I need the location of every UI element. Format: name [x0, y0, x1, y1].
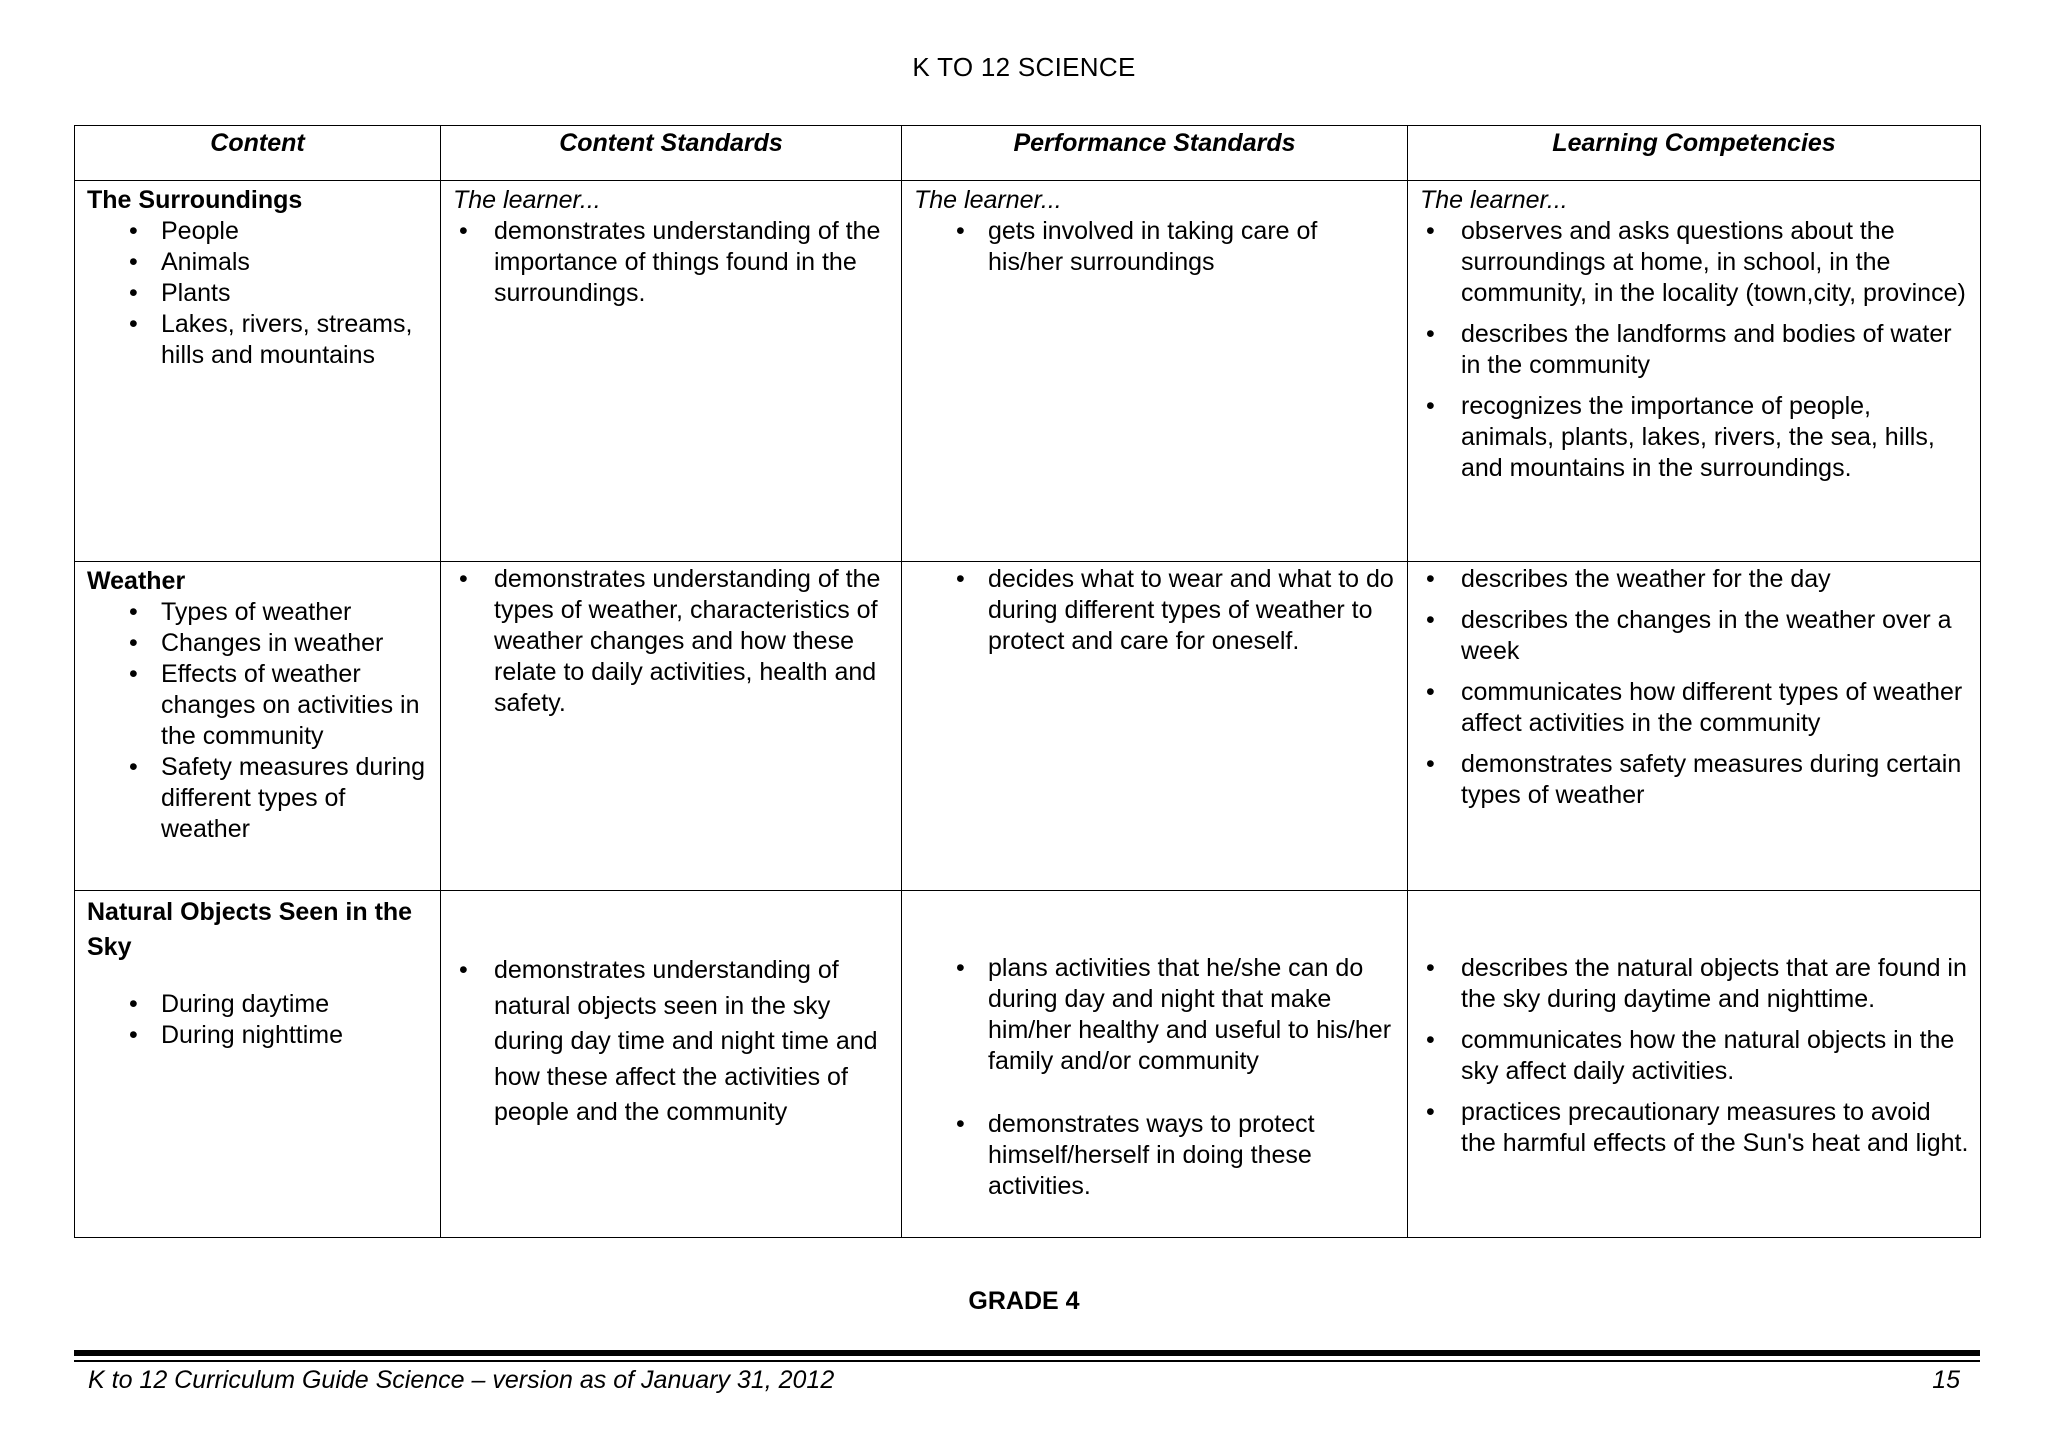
column-header-performance-standards: Performance Standards: [902, 126, 1408, 181]
list-item: • Types of weather: [87, 597, 430, 628]
performance-list: [914, 953, 1397, 1202]
learner-intro: The learner...: [914, 186, 1062, 214]
performance-list: [914, 216, 1397, 278]
content-title: The Surroundings: [87, 186, 303, 214]
content-cell: [75, 181, 441, 562]
list-item: • demonstrates understanding of the types of weather, characteristics of weather changes and how these relate to daily activities, health and safety.: [453, 564, 891, 719]
column-header-content-standards: Content Standards: [441, 126, 902, 181]
footer-version-text: K to 12 Curriculum Guide Science – version as of January 31, 2012: [88, 1366, 835, 1394]
list-item: • describes the natural objects that are found in the sky during daytime and nighttime.: [1420, 953, 1970, 1015]
table-row-natural-objects: [75, 891, 1981, 1238]
footer-rule-thick: [74, 1350, 1980, 1356]
footer-rule-thin: [74, 1360, 1980, 1362]
list-item: • decides what to wear and what to do during different types of weather to protect and care for oneself.: [914, 564, 1397, 657]
column-header-content: Content: [75, 126, 441, 181]
list-item: • During daytime: [87, 989, 430, 1020]
list-item: • communicates how different types of weather affect activities in the community: [1420, 677, 1970, 739]
performance-standards-cell: [902, 181, 1408, 562]
content-list: [87, 989, 430, 1051]
list-item: • Animals: [87, 247, 430, 278]
list-item: • observes and asks questions about the surroundings at home, in school, in the community, in the locality (town,city, province): [1420, 216, 1970, 309]
list-item: • demonstrates ways to protect himself/herself in doing these activities.: [914, 1109, 1397, 1202]
column-header-learning-competencies: Learning Competencies: [1408, 126, 1981, 181]
list-item: • communicates how the natural objects in the sky affect daily activities.: [1420, 1025, 1970, 1087]
list-item: • describes the weather for the day: [1420, 564, 1970, 595]
content-cell: [75, 562, 441, 891]
performance-standards-cell: [902, 562, 1408, 891]
curriculum-table: [74, 125, 1981, 1238]
competencies-list: [1420, 953, 1970, 1159]
competencies-list: [1420, 564, 1970, 811]
performance-list: [914, 564, 1397, 657]
list-item: • demonstrates safety measures during certain types of weather: [1420, 749, 1970, 811]
standards-list: [453, 564, 891, 719]
content-standards-cell: [441, 562, 902, 891]
content-title: Weather: [87, 567, 186, 595]
competencies-list: [1420, 216, 1970, 484]
list-item: • Lakes, rivers, streams, hills and mountains: [87, 309, 430, 371]
content-title: Natural Objects Seen in the Sky: [87, 898, 413, 961]
list-item: • Changes in weather: [87, 628, 430, 659]
standards-list: [453, 953, 891, 1131]
content-list: [87, 597, 430, 845]
list-item: • Effects of weather changes on activities in the community: [87, 659, 430, 752]
table-row-weather: [75, 562, 1981, 891]
content-standards-cell: [441, 891, 902, 1238]
content-standards-cell: [441, 181, 902, 562]
list-item: • practices precautionary measures to avoid the harmful effects of the Sun's heat and light.: [1420, 1097, 1970, 1159]
table-header-row: [75, 126, 1981, 181]
table-row-surroundings: [75, 181, 1981, 562]
list-item: • People: [87, 216, 430, 247]
list-item: • demonstrates understanding of the importance of things found in the surroundings.: [453, 216, 891, 309]
list-item: • describes the changes in the weather over a week: [1420, 605, 1970, 667]
list-item: • Plants: [87, 278, 430, 309]
content-cell: [75, 891, 441, 1238]
learning-competencies-cell: [1408, 891, 1981, 1238]
learner-intro: The learner...: [1420, 186, 1568, 214]
learning-competencies-cell: [1408, 562, 1981, 891]
footer-page-number: 15: [1932, 1366, 1960, 1394]
list-item: • During nighttime: [87, 1020, 430, 1051]
learner-intro: The learner...: [453, 186, 601, 214]
list-item: • Safety measures during different types of weather: [87, 752, 430, 845]
list-item: • gets involved in taking care of his/her surroundings: [914, 216, 1397, 278]
performance-standards-cell: [902, 891, 1408, 1238]
list-item: • demonstrates understanding of natural objects seen in the sky during day time and night time and how these affect the activities of people and the community: [453, 953, 891, 1131]
list-item: • describes the landforms and bodies of water in the community: [1420, 319, 1970, 381]
standards-list: [453, 216, 891, 309]
content-list: [87, 216, 430, 371]
grade-label: GRADE 4: [968, 1287, 1080, 1315]
list-item: • plans activities that he/she can do during day and night that make him/her healthy and useful to his/her family and/or community: [914, 953, 1397, 1077]
learning-competencies-cell: [1408, 181, 1981, 562]
list-item: • recognizes the importance of people, animals, plants, lakes, rivers, the sea, hills, and mountains in the surroundings.: [1420, 391, 1970, 484]
page-header-title: K TO 12 SCIENCE: [912, 52, 1136, 82]
